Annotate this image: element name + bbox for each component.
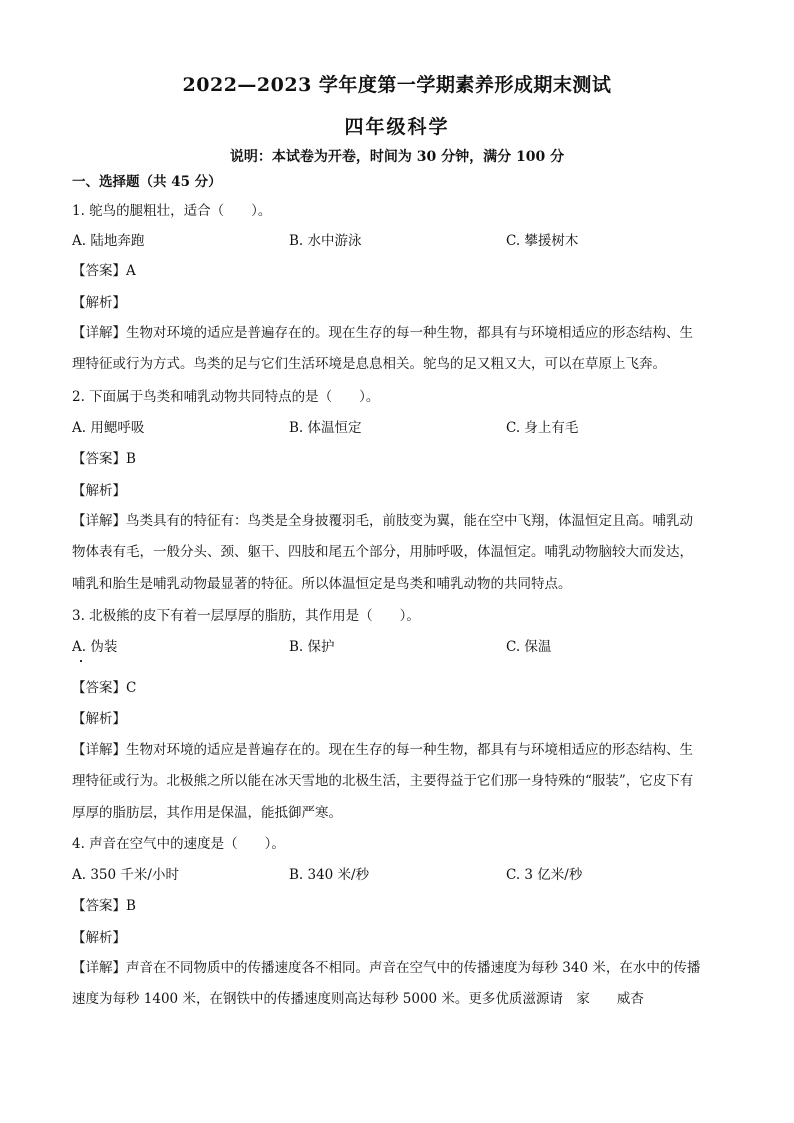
question-2-option-b: B. 体温恒定 — [289, 420, 362, 436]
question-2-option-a: A. 用鳃呼吸 — [72, 420, 145, 436]
detail-line: 【详解】生物对环境的适应是普遍存在的。现在生存的每一种生物，都具有与环境相适应的形态结构、生 — [72, 325, 693, 341]
question-1-analysis-label: 【解析】 — [72, 295, 126, 311]
question-2-answer: 【答案】B — [72, 451, 136, 467]
stray-dot — [80, 660, 82, 662]
exam-title: 2022—2023 学年度第一学期素养形成期末测试 — [182, 74, 612, 96]
detail-line: 厚厚的脂肪层，其作用是保温，能抵御严寒。 — [72, 804, 342, 821]
question-3-answer: 【答案】C — [72, 680, 137, 696]
exam-note: 说明：本试卷为开卷，时间为 30 分钟，满分 100 分 — [229, 149, 565, 165]
question-2-stem: 2. 下面属于鸟类和哺乳动物共同特点的是（ ）。 — [72, 389, 380, 405]
detail-line: 【详解】声音在不同物质中的传播速度各不相同。声音在空气中的传播速度为每秒 340 米，在水中的传播 — [72, 960, 701, 976]
section-heading: 一、选择题（共 45 分） — [72, 174, 222, 190]
question-4-detail — [72, 953, 722, 1016]
detail-line: 理特征或行为方式。鸟类的足与它们生活环境是息息相关。鸵鸟的足又粗又大，可以在草原上飞奔。 — [72, 356, 666, 373]
question-3-stem: 3. 北极熊的皮下有着一层厚厚的脂肪，其作用是（ ）。 — [72, 608, 420, 624]
question-3-option-c: C. 保温 — [506, 639, 552, 655]
question-4-analysis-label: 【解析】 — [72, 930, 126, 946]
detail-line: 哺乳和胎生是哺乳动物最显著的特征。所以体温恒定是鸟类和哺乳动物的共同特点。 — [72, 575, 572, 592]
detail-line: 速度为每秒 1400 米，在钢铁中的传播速度则高达每秒 5000 米。更多优质滋源请 家 威杏 — [72, 991, 644, 1008]
question-1-stem: 1. 鸵鸟的腿粗壮，适合（ ）。 — [72, 203, 272, 219]
question-2-option-c: C. 身上有毛 — [506, 420, 579, 436]
exam-subtitle: 四年级科学 — [344, 116, 450, 138]
question-1-option-c: C. 攀援树木 — [506, 233, 579, 249]
question-1-detail — [72, 318, 722, 381]
question-4-answer: 【答案】B — [72, 898, 136, 914]
question-3-option-a: A. 伪装 — [72, 639, 118, 655]
question-4-stem: 4. 声音在空气中的速度是（ ）。 — [72, 836, 285, 852]
question-2-detail — [72, 506, 722, 600]
question-2-analysis-label: 【解析】 — [72, 483, 126, 499]
question-3-detail — [72, 735, 722, 829]
question-3-analysis-label: 【解析】 — [72, 711, 126, 727]
question-4-option-b: B. 340 米/秒 — [289, 867, 370, 883]
question-3-option-b: B. 保护 — [289, 639, 335, 655]
question-1-option-b: B. 水中游泳 — [289, 233, 362, 249]
question-1-answer: 【答案】A — [72, 263, 136, 279]
question-4-option-c: C. 3 亿米/秒 — [506, 867, 583, 883]
question-1-option-a: A. 陆地奔跑 — [72, 233, 145, 249]
detail-line: 【详解】生物对环境的适应是普遍存在的。现在生存的每一种生物，都具有与环境相适应的形态结构、生 — [72, 742, 693, 758]
detail-line: 理特征或行为。北极熊之所以能在冰天雪地的北极生活，主要得益于它们那一身特殊的“服装”，它皮下有 — [72, 773, 694, 790]
question-4-option-a: A. 350 千米/小时 — [72, 867, 179, 883]
detail-line: 【详解】鸟类具有的特征有：鸟类是全身披覆羽毛，前肢变为翼，能在空中飞翔，体温恒定且高。哺乳动 — [72, 513, 693, 529]
detail-line: 物体表有毛，一般分头、颈、躯干、四肢和尾五个部分，用肺呼吸，体温恒定。哺乳动物脑较大而发达， — [72, 544, 693, 561]
